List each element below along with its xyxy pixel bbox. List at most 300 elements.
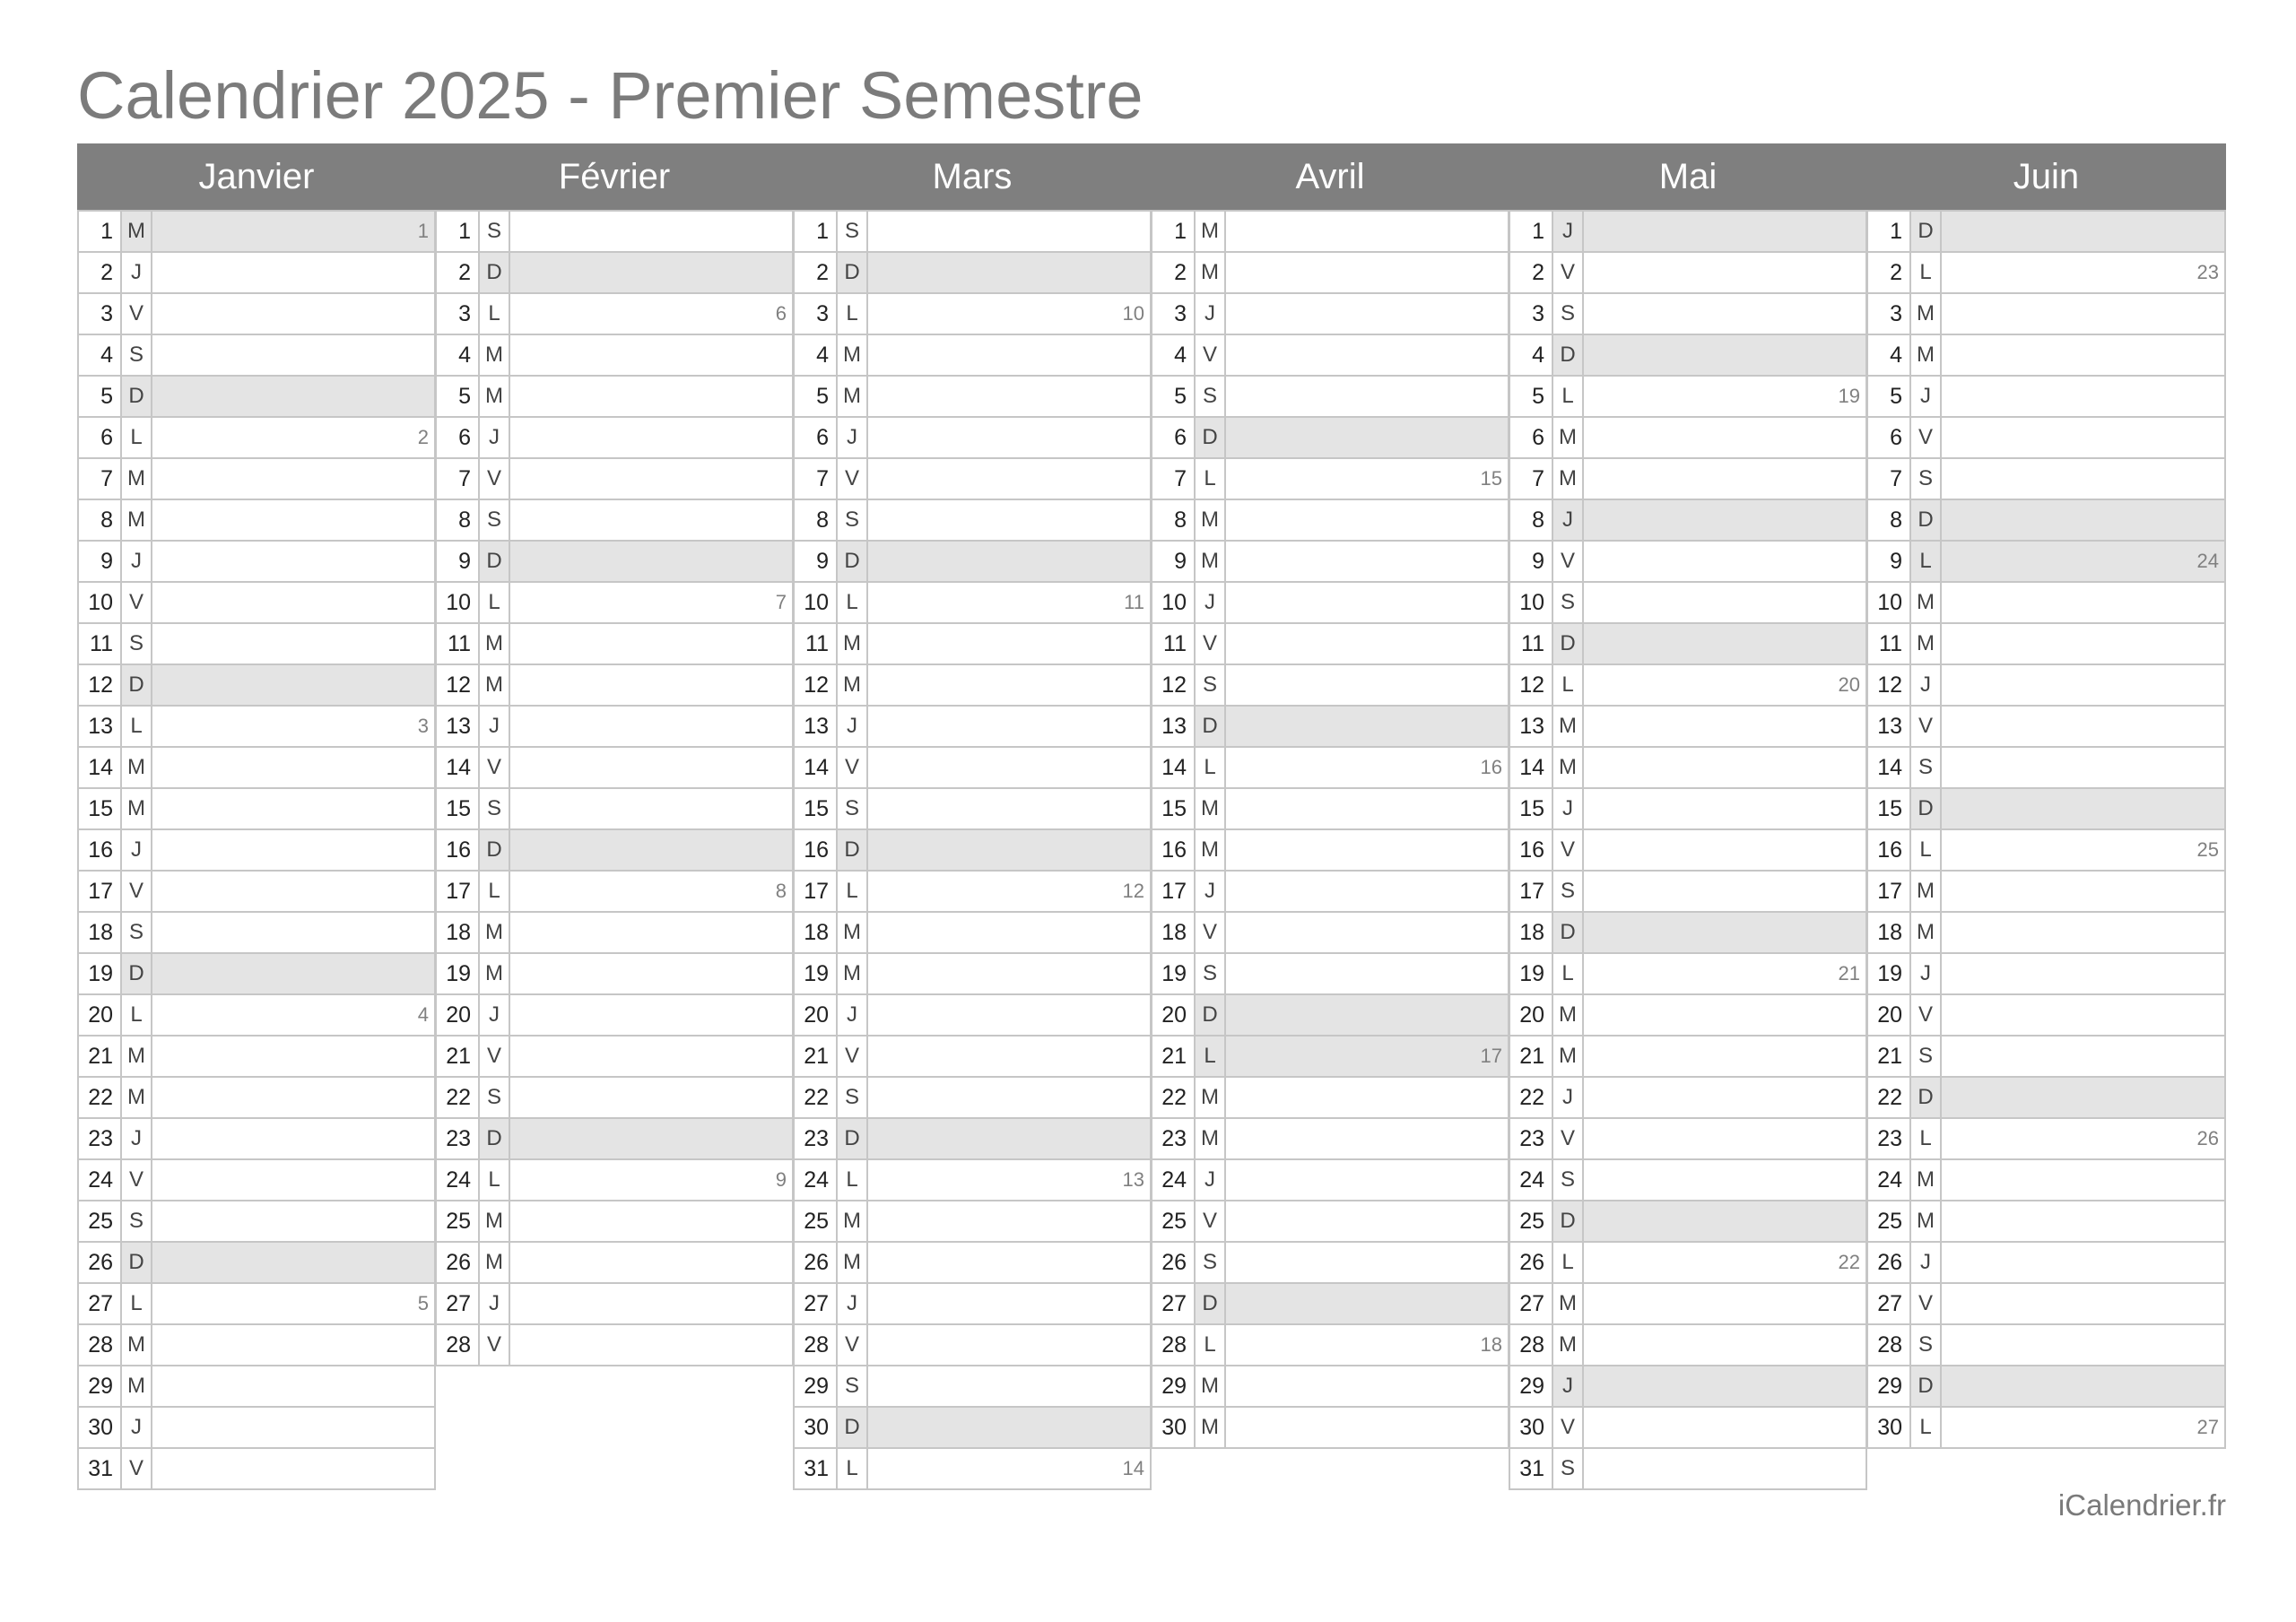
note-cell[interactable] — [510, 459, 792, 499]
note-cell[interactable] — [152, 1408, 434, 1447]
day-number: 21 — [1868, 1037, 1911, 1076]
weekday-letter: S — [1911, 1037, 1942, 1076]
note-cell[interactable] — [1584, 1408, 1866, 1447]
note-cell[interactable]: 27 — [2196, 1416, 2219, 1438]
weekday-letter: J — [480, 1284, 510, 1323]
weekday-letter: V — [1196, 1201, 1226, 1241]
weekday-letter: M — [1911, 335, 1942, 375]
note-cell[interactable] — [1584, 995, 1866, 1035]
note-cell[interactable] — [510, 954, 792, 993]
note-cell[interactable] — [1226, 789, 1508, 828]
weekday-letter: V — [480, 748, 510, 787]
note-cell[interactable]: 21 — [1838, 962, 1860, 984]
weekday-letter: S — [838, 1078, 868, 1117]
note-cell[interactable] — [1226, 1243, 1508, 1282]
note-cell[interactable] — [1226, 624, 1508, 664]
note-cell[interactable] — [510, 707, 792, 746]
day-number: 15 — [1510, 789, 1553, 828]
day-row — [793, 1037, 1152, 1078]
day-number: 2 — [1152, 253, 1196, 292]
note-cell[interactable] — [152, 1366, 434, 1406]
note-cell[interactable] — [152, 583, 434, 622]
note-cell[interactable] — [510, 624, 792, 664]
day-row — [435, 418, 794, 459]
note-cell[interactable]: 20 — [1838, 673, 1860, 696]
note-cell[interactable]: 25 — [2196, 838, 2219, 861]
note-cell[interactable] — [1584, 294, 1866, 334]
day-row — [1151, 707, 1509, 748]
day-row — [793, 294, 1152, 335]
note-cell[interactable] — [510, 665, 792, 705]
day-row — [793, 253, 1152, 294]
note-cell[interactable] — [1226, 995, 1508, 1035]
day-number: 5 — [79, 377, 122, 416]
note-cell[interactable]: 18 — [1480, 1333, 1502, 1356]
weekday-letter: L — [480, 294, 510, 334]
note-cell[interactable] — [1226, 500, 1508, 540]
note-cell[interactable]: 19 — [1838, 385, 1860, 407]
note-cell[interactable] — [1942, 665, 2224, 705]
day-row — [77, 748, 436, 789]
note-cell[interactable] — [868, 707, 1150, 746]
day-number: 11 — [1152, 624, 1196, 664]
note-cell[interactable] — [1226, 1160, 1508, 1200]
note-cell[interactable] — [152, 1243, 434, 1282]
day-row — [1866, 1160, 2226, 1201]
day-number: 5 — [795, 377, 838, 416]
note-cell[interactable] — [510, 1325, 792, 1365]
weekday-letter: M — [1911, 1160, 1942, 1200]
weekday-letter: V — [1553, 253, 1584, 292]
weekday-letter: M — [122, 748, 152, 787]
day-number: 14 — [1868, 748, 1911, 787]
note-cell[interactable] — [868, 665, 1150, 705]
note-cell[interactable] — [1942, 1160, 2224, 1200]
weekday-letter: L — [1196, 1037, 1226, 1076]
day-row — [77, 913, 436, 954]
note-cell[interactable] — [510, 995, 792, 1035]
note-cell[interactable] — [868, 459, 1150, 499]
day-number: 10 — [437, 583, 480, 622]
weekday-letter: S — [838, 212, 868, 251]
note-cell[interactable] — [1226, 542, 1508, 581]
day-number: 3 — [795, 294, 838, 334]
weekday-letter: M — [1196, 1078, 1226, 1117]
note-cell[interactable] — [152, 500, 434, 540]
note-cell[interactable] — [868, 1201, 1150, 1241]
note-cell[interactable] — [1226, 418, 1508, 457]
note-cell[interactable] — [868, 789, 1150, 828]
note-cell[interactable]: 13 — [1122, 1168, 1144, 1191]
day-row — [1866, 377, 2226, 418]
note-cell[interactable] — [1584, 212, 1866, 251]
note-cell[interactable] — [510, 1037, 792, 1076]
note-cell[interactable] — [152, 624, 434, 664]
note-cell[interactable] — [868, 1408, 1150, 1447]
note-cell[interactable] — [868, 624, 1150, 664]
note-cell[interactable] — [868, 377, 1150, 416]
note-cell[interactable] — [1584, 830, 1866, 870]
day-row — [1509, 418, 1867, 459]
note-cell[interactable] — [868, 542, 1150, 581]
note-cell[interactable] — [1226, 335, 1508, 375]
day-number: 10 — [1152, 583, 1196, 622]
day-row — [77, 665, 436, 707]
note-cell[interactable] — [1584, 624, 1866, 664]
note-cell[interactable]: 7 — [775, 591, 787, 613]
note-cell[interactable] — [868, 995, 1150, 1035]
note-cell[interactable] — [1942, 789, 2224, 828]
note-cell[interactable]: 15 — [1480, 467, 1502, 490]
note-cell[interactable] — [1942, 377, 2224, 416]
note-cell[interactable] — [1226, 377, 1508, 416]
note-cell[interactable]: 14 — [1122, 1457, 1144, 1479]
note-cell[interactable] — [1942, 1366, 2224, 1406]
day-row — [77, 624, 436, 665]
note-cell[interactable] — [1584, 1119, 1866, 1158]
day-row — [435, 1037, 794, 1078]
weekday-letter: M — [1553, 707, 1584, 746]
note-cell[interactable] — [1584, 1325, 1866, 1365]
note-cell[interactable] — [510, 500, 792, 540]
note-cell[interactable] — [510, 913, 792, 952]
weekday-letter: L — [1553, 1243, 1584, 1282]
note-cell[interactable] — [868, 212, 1150, 251]
weekday-letter: L — [1911, 1408, 1942, 1447]
day-row — [77, 418, 436, 459]
weekday-letter: M — [480, 624, 510, 664]
note-cell[interactable] — [868, 913, 1150, 952]
note-cell[interactable] — [1584, 707, 1866, 746]
note-cell[interactable] — [1942, 459, 2224, 499]
weekday-letter: D — [838, 830, 868, 870]
note-cell[interactable] — [152, 1078, 434, 1117]
note-cell[interactable] — [152, 1037, 434, 1076]
note-cell[interactable] — [868, 335, 1150, 375]
day-number: 15 — [1868, 789, 1911, 828]
note-cell[interactable] — [868, 954, 1150, 993]
day-number: 11 — [1868, 624, 1911, 664]
note-cell[interactable] — [510, 335, 792, 375]
note-cell[interactable]: 4 — [417, 1003, 429, 1026]
page-title: Calendrier 2025 - Premier Semestre — [77, 58, 1144, 133]
note-cell[interactable] — [1584, 789, 1866, 828]
note-cell[interactable] — [1942, 294, 2224, 334]
note-cell[interactable]: 6 — [775, 302, 787, 325]
note-cell[interactable]: 1 — [152, 212, 434, 251]
note-cell[interactable] — [510, 542, 792, 581]
note-cell[interactable] — [1584, 1037, 1866, 1076]
day-number: 6 — [1510, 418, 1553, 457]
day-row — [793, 789, 1152, 830]
day-row — [1866, 1078, 2226, 1119]
note-cell[interactable] — [152, 665, 434, 705]
note-cell[interactable] — [1942, 1243, 2224, 1282]
note-cell[interactable] — [510, 748, 792, 787]
note-cell[interactable] — [1226, 253, 1508, 292]
day-row — [1866, 1325, 2226, 1366]
day-row — [1509, 1201, 1867, 1243]
note-cell[interactable]: 17 — [1226, 1037, 1508, 1076]
weekday-letter: S — [480, 1078, 510, 1117]
weekday-letter: M — [480, 913, 510, 952]
note-cell[interactable] — [510, 212, 792, 251]
note-cell[interactable]: 9 — [775, 1168, 787, 1191]
note-cell[interactable] — [1942, 995, 2224, 1035]
note-cell[interactable] — [152, 830, 434, 870]
note-cell[interactable] — [152, 913, 434, 952]
note-cell[interactable] — [152, 1325, 434, 1365]
note-cell[interactable] — [152, 335, 434, 375]
note-cell[interactable] — [152, 294, 434, 334]
day-row — [1509, 210, 1867, 253]
note-cell[interactable] — [510, 1243, 792, 1282]
note-cell[interactable] — [152, 872, 434, 911]
note-cell[interactable] — [1584, 1160, 1866, 1200]
note-cell[interactable] — [1226, 707, 1508, 746]
day-row — [793, 377, 1152, 418]
note-cell[interactable] — [152, 1201, 434, 1241]
month-column-fevrier — [435, 210, 794, 1366]
note-cell[interactable] — [868, 418, 1150, 457]
weekday-letter: S — [122, 913, 152, 952]
day-number: 18 — [79, 913, 122, 952]
note-cell[interactable] — [1942, 500, 2224, 540]
weekday-letter: D — [838, 542, 868, 581]
note-cell[interactable] — [1942, 1284, 2224, 1323]
note-cell[interactable] — [1584, 872, 1866, 911]
note-cell[interactable] — [1226, 954, 1508, 993]
note-cell[interactable] — [1942, 954, 2224, 993]
note-cell[interactable] — [1942, 748, 2224, 787]
weekday-letter: V — [122, 1449, 152, 1488]
day-row — [1509, 1037, 1867, 1078]
weekday-letter: M — [480, 665, 510, 705]
weekday-letter: J — [480, 995, 510, 1035]
day-row — [1151, 459, 1509, 500]
note-cell[interactable] — [1942, 872, 2224, 911]
note-cell[interactable] — [1942, 335, 2224, 375]
note-cell[interactable] — [868, 253, 1150, 292]
day-number: 8 — [79, 500, 122, 540]
day-number: 13 — [79, 707, 122, 746]
day-number: 12 — [437, 665, 480, 705]
month-column-avril — [1151, 210, 1509, 1449]
note-cell[interactable] — [510, 418, 792, 457]
note-cell[interactable] — [1584, 253, 1866, 292]
note-cell[interactable] — [510, 830, 792, 870]
note-cell[interactable] — [1226, 830, 1508, 870]
day-number: 22 — [437, 1078, 480, 1117]
weekday-letter: L — [480, 583, 510, 622]
note-cell[interactable] — [1584, 913, 1866, 952]
day-row — [793, 954, 1152, 995]
note-cell[interactable] — [510, 1119, 792, 1158]
note-cell[interactable]: 23 — [2196, 261, 2219, 283]
day-row — [793, 1243, 1152, 1284]
note-cell[interactable]: 5 — [417, 1292, 429, 1314]
note-cell[interactable] — [1226, 1119, 1508, 1158]
day-row — [77, 583, 436, 624]
weekday-letter: L — [122, 995, 152, 1035]
day-number: 8 — [1868, 500, 1911, 540]
day-row — [1509, 294, 1867, 335]
note-cell[interactable] — [152, 954, 434, 993]
note-cell[interactable] — [1584, 542, 1866, 581]
note-cell[interactable] — [1942, 212, 2224, 251]
weekday-letter: M — [122, 789, 152, 828]
day-row — [1151, 624, 1509, 665]
weekday-letter: M — [1911, 624, 1942, 664]
month-column-mai — [1509, 210, 1867, 1490]
note-cell[interactable] — [152, 1160, 434, 1200]
note-cell[interactable]: 8 — [775, 880, 787, 902]
note-cell[interactable]: 26 — [2196, 1127, 2219, 1149]
note-cell[interactable] — [868, 1284, 1150, 1323]
note-cell[interactable] — [1942, 418, 2224, 457]
note-cell[interactable] — [152, 748, 434, 787]
note-cell[interactable] — [510, 789, 792, 828]
note-cell[interactable] — [868, 500, 1150, 540]
note-cell[interactable] — [1584, 335, 1866, 375]
day-number: 23 — [1510, 1119, 1553, 1158]
note-cell[interactable] — [510, 1284, 792, 1323]
note-cell[interactable] — [1226, 212, 1508, 251]
note-cell[interactable] — [1226, 1366, 1508, 1406]
note-cell[interactable] — [868, 1243, 1150, 1282]
note-cell[interactable]: 10 — [1122, 302, 1144, 325]
note-cell[interactable] — [1584, 1078, 1866, 1117]
day-number: 21 — [1510, 1037, 1553, 1076]
day-row — [435, 1160, 794, 1201]
weekday-letter: M — [1911, 872, 1942, 911]
note-cell[interactable] — [1942, 1037, 2224, 1076]
note-cell[interactable] — [152, 542, 434, 581]
day-row — [1509, 1449, 1867, 1490]
note-cell[interactable] — [1226, 1408, 1508, 1447]
day-number: 4 — [1510, 335, 1553, 375]
note-cell[interactable]: 12 — [1122, 880, 1144, 902]
note-cell[interactable] — [1584, 459, 1866, 499]
note-cell[interactable] — [1226, 1078, 1508, 1117]
note-cell[interactable] — [152, 1119, 434, 1158]
note-cell[interactable] — [1942, 1201, 2224, 1241]
weekday-letter: D — [1553, 1201, 1584, 1241]
note-cell[interactable] — [152, 459, 434, 499]
weekday-letter: S — [1553, 1449, 1584, 1488]
weekday-letter: V — [122, 1160, 152, 1200]
note-cell[interactable] — [1584, 1201, 1866, 1241]
weekday-letter: L — [1196, 1325, 1226, 1365]
note-cell[interactable] — [510, 1201, 792, 1241]
note-cell[interactable] — [868, 1078, 1150, 1117]
weekday-letter: J — [838, 418, 868, 457]
note-cell[interactable] — [868, 748, 1150, 787]
month-column-janvier — [77, 210, 436, 1490]
day-number: 27 — [79, 1284, 122, 1323]
note-cell[interactable] — [152, 789, 434, 828]
day-number: 2 — [437, 253, 480, 292]
day-number: 17 — [437, 872, 480, 911]
note-cell[interactable] — [510, 377, 792, 416]
note-cell[interactable] — [868, 1037, 1150, 1076]
day-row — [1866, 707, 2226, 748]
note-cell[interactable] — [1226, 665, 1508, 705]
note-cell[interactable] — [868, 1119, 1150, 1158]
day-row — [1151, 1284, 1509, 1325]
note-cell[interactable] — [1226, 1201, 1508, 1241]
note-cell[interactable] — [1942, 1325, 2224, 1365]
note-cell[interactable] — [510, 1078, 792, 1117]
day-number: 25 — [437, 1201, 480, 1241]
weekday-letter: V — [1553, 830, 1584, 870]
note-cell[interactable] — [152, 377, 434, 416]
note-cell[interactable] — [868, 1325, 1150, 1365]
day-row — [1509, 1325, 1867, 1366]
note-cell[interactable] — [1226, 1284, 1508, 1323]
note-cell[interactable] — [868, 830, 1150, 870]
day-row — [793, 1366, 1152, 1408]
note-cell[interactable] — [152, 253, 434, 292]
note-cell[interactable] — [1942, 707, 2224, 746]
day-number: 7 — [1868, 459, 1911, 499]
day-number: 12 — [795, 665, 838, 705]
day-number: 1 — [437, 212, 480, 251]
note-cell[interactable] — [868, 1366, 1150, 1406]
note-cell[interactable] — [1942, 624, 2224, 664]
note-cell[interactable]: 3 — [417, 715, 429, 737]
weekday-letter: M — [1196, 830, 1226, 870]
note-cell[interactable] — [1584, 1284, 1866, 1323]
weekday-letter: M — [1911, 1201, 1942, 1241]
note-cell[interactable] — [1226, 294, 1508, 334]
weekday-letter: S — [838, 500, 868, 540]
note-cell[interactable]: 11 — [1124, 591, 1144, 613]
day-number: 2 — [795, 253, 838, 292]
note-cell[interactable]: 22 — [1838, 1251, 1860, 1273]
note-cell[interactable] — [510, 253, 792, 292]
note-cell[interactable] — [1584, 500, 1866, 540]
day-number: 17 — [795, 872, 838, 911]
note-cell[interactable] — [1942, 583, 2224, 622]
note-cell[interactable]: 24 — [1942, 542, 2224, 581]
weekday-letter: D — [838, 1408, 868, 1447]
note-cell[interactable] — [1226, 872, 1508, 911]
weekday-letter: V — [122, 294, 152, 334]
month-name-juin: Juin — [2013, 157, 2080, 196]
weekday-letter: J — [1553, 1078, 1584, 1117]
note-cell[interactable] — [1584, 748, 1866, 787]
day-number: 26 — [437, 1243, 480, 1282]
note-cell[interactable] — [1942, 1078, 2224, 1117]
note-cell[interactable]: 2 — [417, 426, 429, 448]
note-cell[interactable] — [1584, 1449, 1866, 1488]
day-row — [793, 748, 1152, 789]
day-row — [793, 1160, 1152, 1201]
note-cell[interactable] — [152, 1449, 434, 1488]
note-cell[interactable] — [1584, 583, 1866, 622]
day-row — [1509, 459, 1867, 500]
note-cell[interactable] — [1584, 1366, 1866, 1406]
note-cell[interactable] — [1226, 913, 1508, 952]
day-number: 29 — [795, 1366, 838, 1406]
note-cell[interactable]: 16 — [1480, 756, 1502, 778]
day-number: 22 — [79, 1078, 122, 1117]
note-cell[interactable] — [1226, 583, 1508, 622]
note-cell[interactable] — [1942, 913, 2224, 952]
day-number: 11 — [1510, 624, 1553, 664]
note-cell[interactable] — [1584, 418, 1866, 457]
